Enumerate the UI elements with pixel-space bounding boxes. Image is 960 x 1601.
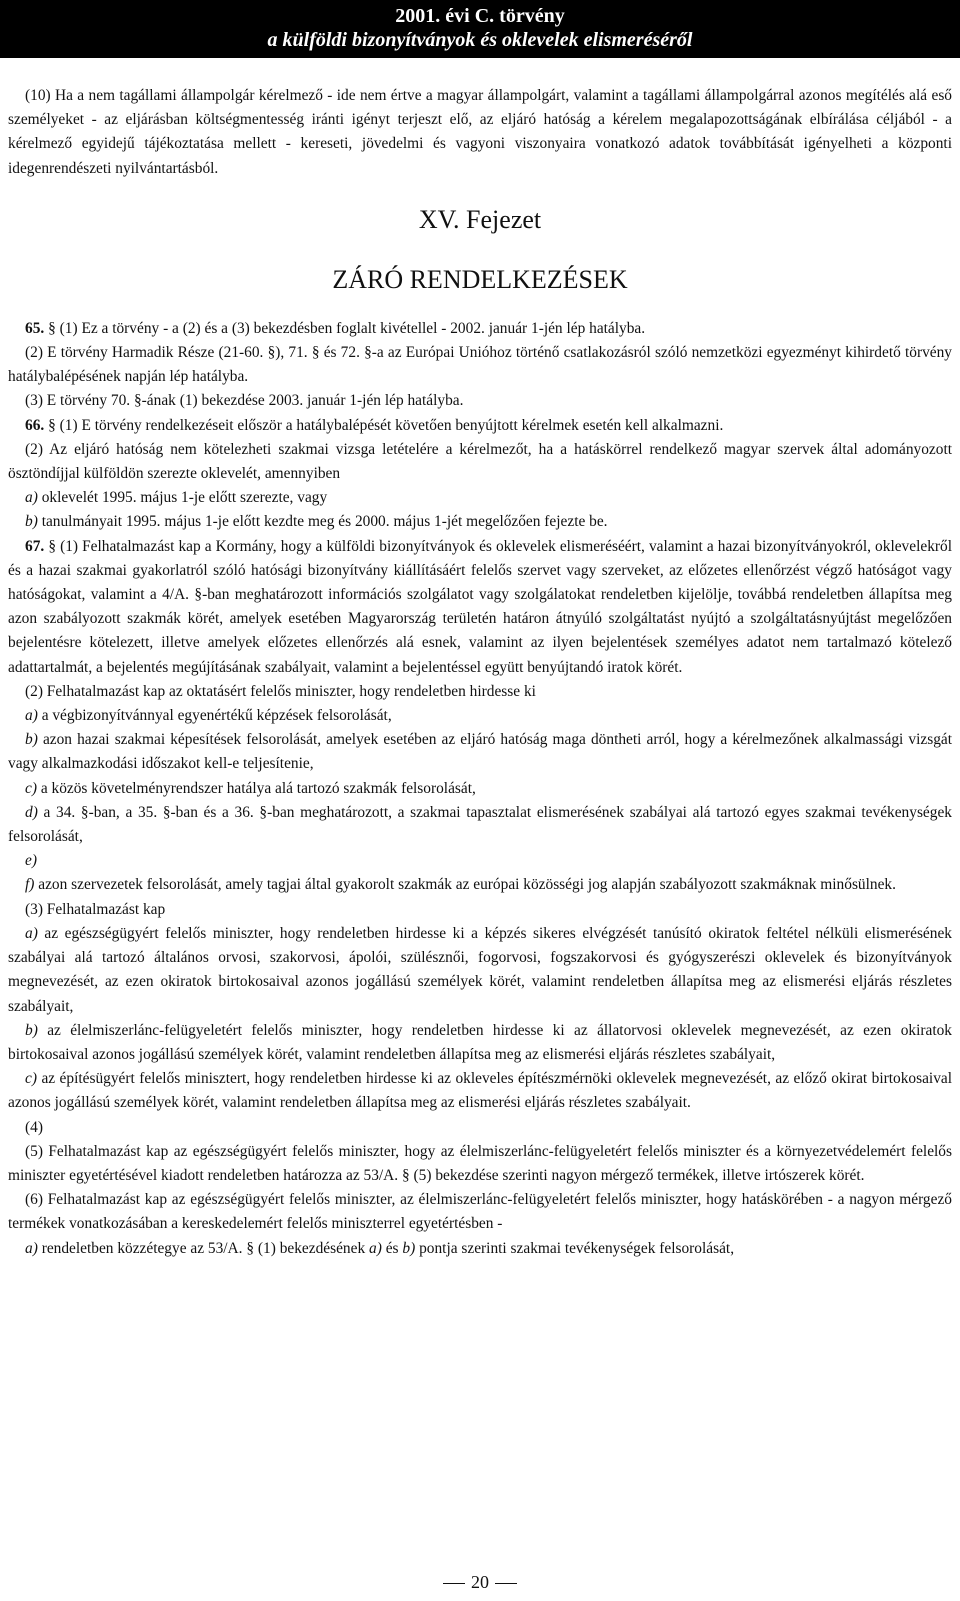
section-67-text: § (1) Felhatalmazást kap a Kormány, hogy a külföldi bizonyítványok és oklevelek elismeréséért, valamint a hazai bizonyítványokról, oklevelekről és a hazai szakmai gyakorlatról szóló hatósági bizonyítvány kiállításáért felelős szervet vagy szerveket, az előzetes ellenőrzést végző hatóságot vagy hatóságokat, valamint a 4/A. §-ban meghatározott információs szolgálatot vagy szolgálatokat rendeletben kijelölje, továbbá rendeletben állapítsa meg azon szabályozott szakmák körét, amelyek esetében Magyarország területén határon átnyúló szolgáltatást nyújtó a szolgáltatásnyújtást megelőzően bejelentésre kötelezett, illetve amelyek előzetes ellenőrzés alá esnek, valamint az ilyen bejelentések személyes adatot nem tartalmazó kötelező adattartalmát, a bejelentés megújításának szabályait, valamint a bejelentéssel együtt benyújtandó iratok körét. (8, 537, 952, 676)
section-67-p2-point-c (8, 777, 952, 801)
section-67-p5: (5) Felhatalmazást kap az egészségügyért felelős miniszter, hogy az élelmiszerlánc-felügyeletért felelős miniszter és a környezetvédelemért felelős miniszter egyetértésével kiadott rendeletben határozza az 53/A. § (5) bekezdése szerinti nagyon mérgező termékek, illetve irtószerek körét. (8, 1142, 952, 1184)
section-67-p2-point-e (8, 849, 952, 873)
section-67-p2-point-a (8, 704, 952, 728)
section-66-p2: (2) Az eljáró hatóság nem kötelezheti szakmai vizsga letételére a kérelmezőt, ha a hatáskörrel rendelkező magyar szervek által adományozott ösztöndíjjal külföldön szerezte oklevelét, amennyiben (8, 440, 952, 483)
point-marker: b) (25, 1021, 38, 1039)
section-67-p3-point-c (8, 1067, 952, 1115)
section-67-p2-point-d (8, 801, 952, 849)
page-header (0, 0, 960, 58)
section-67-p4: (4) (25, 1118, 43, 1136)
section-number-66: 66. (25, 416, 45, 434)
point-text: a végbizonyítvánnyal egyenértékű képzések felsorolását, (41, 707, 392, 725)
point-text: a közös követelményrendszer hatálya alá tartozó szakmák felsorolását, (40, 779, 476, 797)
point-marker: a) (25, 1239, 38, 1257)
section-65-p2: (2) E törvény Harmadik Része (21-60. §), 71. § és 72. §-a az Európai Unióhoz történő csatlakozásról szóló nemzetközi egyezményt kihirdető törvény hatálybalépésének napján lép hatályba. (8, 344, 952, 386)
page-number-dash (495, 1583, 517, 1584)
section-67-p2-point-b (8, 728, 952, 776)
section-66-text: § (1) E törvény rendelkezéseit először a hatálybalépését követően benyújtott kérelmek esetén kell alkalmazni. (48, 416, 724, 434)
point-text: pontja szerinti szakmai tevékenységek felsorolását, (419, 1239, 735, 1257)
point-text: azon szervezetek felsorolását, amely tagjai által gyakorolt szakmák az európai közösségi jog alapján szabályozott szakmáknak minősülnek. (38, 876, 896, 894)
point-text: a 34. §-ban, a 35. §-ban és a 36. §-ban meghatározott, a szakmai tapasztalat elismerésének szabályai alá tartozó egyes szakmai tevékenységek felsorolását, (8, 803, 952, 846)
point-marker: a) (25, 924, 38, 942)
section-65-p3: (3) E törvény 70. §-ának (1) bekezdése 2003. január 1-jén lép hatályba. (25, 392, 464, 410)
section-67-p2-point-f (8, 873, 952, 897)
page-number: 20 (471, 1572, 489, 1592)
document-subtitle: a külföldi bizonyítványok és oklevelek elismeréséről (267, 29, 693, 51)
section-67-p1 (8, 535, 952, 680)
paragraph-10: (10) Ha a nem tagállami állampolgár kérelmező - ide nem értve a magyar állampolgárt, valamint a tagállami állampolgárral azonos megítélés alá eső személyeket - az eljárásban költségmentesség iránti igényt terjeszt elő, az eljáró hatóság a kérelem megalapozottságának elbírálása céljából - a kérelmező egyidejű tájékoztatása mellett - kereseti, jövedelmi és vagyoni viszonyaira vonatkozó adatok továbbítását igényelheti a központi idegenrendészeti nyilvántartásból. (8, 87, 952, 177)
point-marker: b) (25, 731, 38, 749)
section-66-point-a (8, 486, 952, 510)
page-number-dash (443, 1583, 465, 1584)
document-title: 2001. évi C. törvény (395, 5, 565, 27)
section-65-p1 (8, 317, 952, 341)
point-text: az egészségügyért felelős miniszter, hogy rendeletben hirdesse ki a képzés sikeres elvégzését tanúsító okiratok feltétel nélküli elismerésének szabályai alá tartozó általános orvosi, szakorvosi, ápolói, szülésznői, fogorvosi, fogszakorvosi és gyógyszerészi oklevelek és bizonyítványok megnevezését, az ezen okiratok birtokosaival azonos jogállású személyek körét, valamint rendeletben állapítsa meg az elismerési eljárás részletes szabályait, (8, 924, 952, 1015)
point-text: rendeletben közzétegye az 53/A. § (1) bekezdésének (41, 1239, 366, 1257)
point-marker: c) (25, 779, 37, 797)
section-66-point-b (8, 510, 952, 534)
point-text: az élelmiszerlánc-felügyeletért felelős miniszter, hogy rendeletben hirdesse ki az állatorvosi oklevelek megnevezését, az ezen okiratok birtokosaival azonos jogállású személyek körét, valamint rendeletben állapítsa meg az elismerési eljárás részletes szabályait, (8, 1021, 952, 1063)
point-marker: d) (25, 803, 38, 821)
point-text: oklevelét 1995. május 1-je előtt szerezte, vagy (41, 489, 328, 507)
chapter-number: XV. Fejezet (418, 204, 542, 234)
section-67-p6-point-a (8, 1237, 952, 1261)
chapter-title: ZÁRÓ RENDELKEZÉSEK (332, 264, 628, 294)
point-marker: e) (25, 852, 37, 870)
point-text: tanulmányait 1995. május 1-je előtt kezdte meg és 2000. május 1-jét megelőzően fejezte be. (41, 513, 608, 531)
point-marker: f) (25, 876, 35, 894)
point-reference: a) (369, 1239, 382, 1257)
point-marker: b) (25, 513, 38, 531)
point-marker: c) (25, 1070, 37, 1088)
section-66-p1 (8, 414, 952, 438)
point-reference: b) (402, 1239, 416, 1257)
section-67-p3-point-a (8, 922, 952, 1019)
section-number-67: 67. (25, 537, 45, 555)
point-text: az építésügyért felelős minisztert, hogy rendeletben hirdesse ki az okleveles építészmérnöki oklevelek megnevezését, az előző okirat birtokosaival azonos jogállású személyek körét, valamint rendeletben állapítsa meg az elismerési eljárás részletes szabályait. (8, 1070, 952, 1112)
section-67-p3-point-b (8, 1019, 952, 1067)
point-text: azon hazai szakmai képesítések felsorolását, amelyek esetében az eljáró hatóság maga döntheti arról, hogy a kérelmezőnek alkalmassági vizsgát vagy alkalmazkodási időszakot kell-e teljesítenie, (8, 731, 952, 773)
page-footer (0, 1572, 960, 1593)
point-marker: a) (25, 489, 38, 507)
document-body (8, 84, 952, 1261)
section-65-text: § (1) Ez a törvény - a (2) és a (3) bekezdésben foglalt kivétellel - 2002. január 1-jén lép hatályba. (48, 319, 646, 337)
point-text: és (385, 1239, 399, 1257)
section-67-p6: (6) Felhatalmazást kap az egészségügyért felelős miniszter, az élelmiszerlánc-felügyeletért felelős miniszter, hogy hatáskörében - a nagyon mérgező termékek vonatkozásában a kereskedelemért felelős miniszterrel egyetértésben - (8, 1191, 952, 1233)
section-number-65: 65. (25, 319, 45, 337)
section-67-p2: (2) Felhatalmazást kap az oktatásért felelős miniszter, hogy rendeletben hirdesse ki (25, 682, 536, 700)
section-67-p3: (3) Felhatalmazást kap (25, 900, 166, 918)
point-marker: a) (25, 707, 38, 725)
